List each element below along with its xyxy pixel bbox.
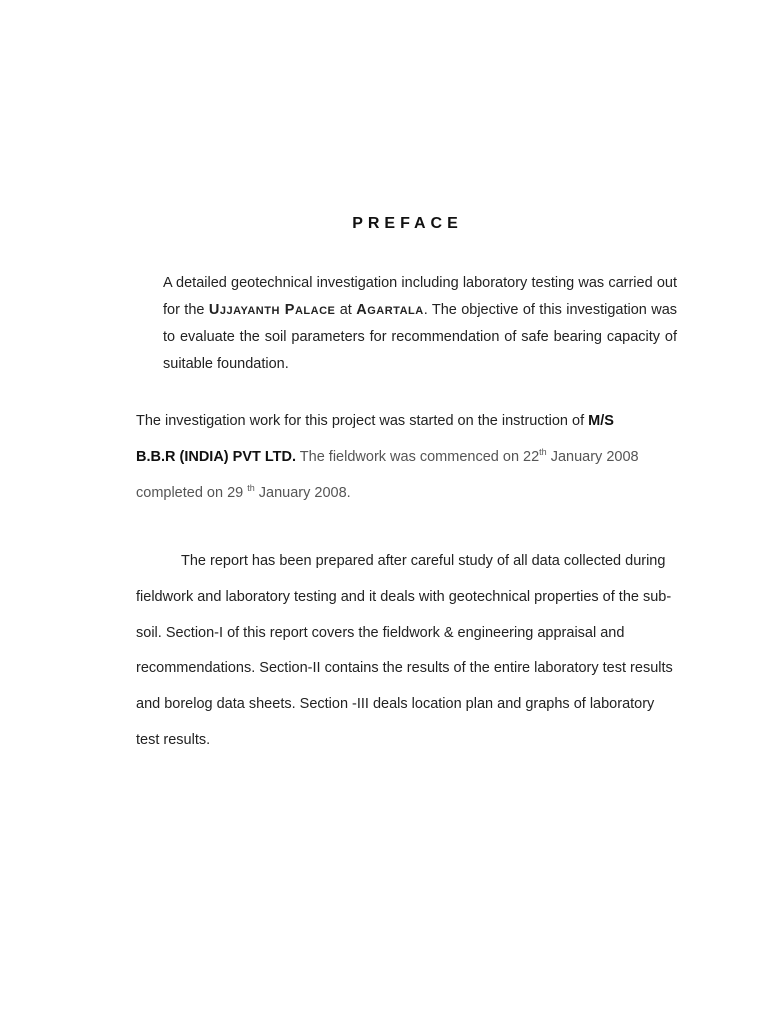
place-name: AGARTALA [356,301,424,318]
intro-text-3: . The objective of this investigation was to evaluate the soil parameters for recommendation of safe bearing capacity of suitable foundation. [163,301,678,372]
page-title: PREFACE [352,215,463,232]
fieldwork-start: The fieldwork was commenced on 22th January 2008 [296,447,639,465]
fieldwork-end: completed on 29 $^{th}$ January 2008. [136,483,351,501]
client-name-2: B.B.R (INDIA) PVT LTD. [136,449,297,465]
instruction-text-1: The investigation work for this project was started on the instruction of [136,413,589,429]
instruction-paragraph [136,403,696,511]
report-text: The report has been prepared after careful study of all data collected during fieldwork and laboratory testing and it deals with geotechnical properties of the sub-soil. Section-I of this report covers the fieldwork & engineering appraisal and recommendations. Section-II contains the results of the entire laboratory test results and borelog data sheets. Section -III deals location plan and graphs of laboratory test results. [136,553,673,748]
site-name: UJJAYANTH PALACE [208,301,336,318]
intro-text-1: A detailed geotechnical investigation including laboratory testing was carried out for the [163,275,677,318]
report-paragraph [136,544,676,759]
intro-paragraph [163,270,677,377]
client-name-1: M/S [588,413,614,429]
intro-text-2: at [335,301,357,318]
